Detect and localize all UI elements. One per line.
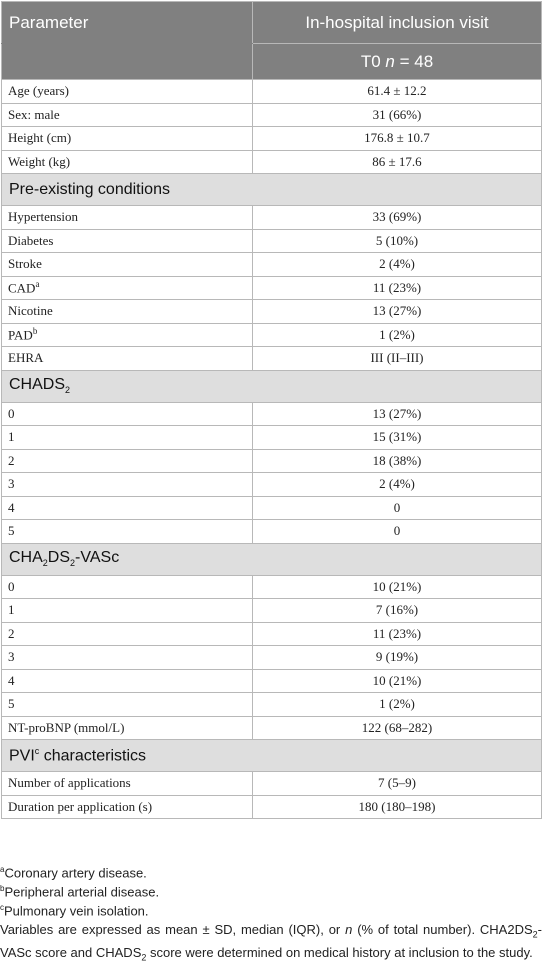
footnote-text: Pulmonary vein isolation. xyxy=(4,903,149,919)
note-subscript: 2 xyxy=(532,929,538,940)
section-title-conditions: Pre-existing conditions xyxy=(2,174,542,206)
table-row xyxy=(2,520,542,544)
row-value: 11 (23%) xyxy=(253,276,542,300)
row-label: 4 xyxy=(2,496,253,520)
row-value: 5 (10%) xyxy=(253,229,542,253)
row-label: 4 xyxy=(2,669,253,693)
table-note-paragraph xyxy=(0,921,542,967)
section-row xyxy=(2,174,542,206)
row-label: 0 xyxy=(2,402,253,426)
table-row xyxy=(2,473,542,497)
table-row xyxy=(2,253,542,277)
row-label: 5 xyxy=(2,693,253,717)
row-value: 7 (16%) xyxy=(253,599,542,623)
table-notes xyxy=(0,860,542,967)
header-t0: T0 xyxy=(360,51,381,71)
row-value: 2 (4%) xyxy=(253,473,542,497)
cha-text: CHA xyxy=(9,549,43,567)
row-value: 33 (69%) xyxy=(253,206,542,230)
table-row xyxy=(2,426,542,450)
footnote-mark: c xyxy=(0,903,4,912)
footnote-text: Peripheral arterial disease. xyxy=(4,884,160,900)
table-row xyxy=(2,402,542,426)
section-title-chads xyxy=(2,370,542,402)
row-label-cell xyxy=(2,323,253,347)
row-label: NT-proBNP (mmol/L) xyxy=(2,716,253,740)
table-row xyxy=(2,276,542,300)
row-label: PAD xyxy=(8,327,33,343)
table-row xyxy=(2,300,542,324)
row-label: 3 xyxy=(2,473,253,497)
footnote xyxy=(0,879,542,898)
note-n-italic: n xyxy=(345,922,353,937)
header-timepoint xyxy=(253,44,542,80)
footnote-mark: b xyxy=(0,884,5,893)
pvi-footnote-marker: c xyxy=(34,745,40,756)
cha-subscript-2: 2 xyxy=(70,558,76,569)
row-value: 13 (27%) xyxy=(253,402,542,426)
table-row xyxy=(2,206,542,230)
header-empty-cell xyxy=(2,44,253,80)
row-value: 18 (38%) xyxy=(253,449,542,473)
row-value: III (II–III) xyxy=(253,347,542,371)
header-n-value: = 48 xyxy=(399,51,434,71)
row-label: 0 xyxy=(2,575,253,599)
table-row xyxy=(2,669,542,693)
row-label: Age (years) xyxy=(2,80,253,104)
row-label: EHRA xyxy=(2,347,253,371)
chads-text: CHADS xyxy=(9,376,66,394)
row-value: 0 xyxy=(253,520,542,544)
row-value: 7 (5–9) xyxy=(253,772,542,796)
note-text: -VASc score and CHADS xyxy=(0,922,542,961)
table-row xyxy=(2,575,542,599)
row-label: Hypertension xyxy=(2,206,253,230)
row-value: 1 (2%) xyxy=(253,323,542,347)
note-text: (% of total number). CHA2DS xyxy=(352,922,533,937)
cha-text-post: -VASc xyxy=(75,549,120,567)
row-label-cell xyxy=(2,276,253,300)
section-title-cha2ds2-vasc xyxy=(2,543,542,575)
row-value: 122 (68–282) xyxy=(253,716,542,740)
row-value: 10 (21%) xyxy=(253,669,542,693)
row-value: 10 (21%) xyxy=(253,575,542,599)
table-row xyxy=(2,150,542,174)
footnote-mark: a xyxy=(0,865,5,874)
row-label: Duration per application (s) xyxy=(2,795,253,819)
note-text: score were determined on medical history at inclusion to the study. xyxy=(146,945,533,961)
table-row xyxy=(2,496,542,520)
row-value: 13 (27%) xyxy=(253,300,542,324)
row-label: Stroke xyxy=(2,253,253,277)
pvi-text-post: characteristics xyxy=(39,747,146,765)
pvi-text: PVI xyxy=(9,747,35,765)
footnote xyxy=(0,898,542,917)
row-label: Number of applications xyxy=(2,772,253,796)
footnote-marker: a xyxy=(35,279,40,290)
section-row xyxy=(2,740,542,772)
row-label: 2 xyxy=(2,449,253,473)
row-value: 15 (31%) xyxy=(253,426,542,450)
section-row xyxy=(2,543,542,575)
table-row xyxy=(2,127,542,151)
table-row xyxy=(2,795,542,819)
row-label: 1 xyxy=(2,599,253,623)
row-value: 9 (19%) xyxy=(253,646,542,670)
cha-subscript-1: 2 xyxy=(42,558,48,569)
row-value: 61.4 ± 12.2 xyxy=(253,80,542,104)
row-value: 1 (2%) xyxy=(253,693,542,717)
row-label: Weight (kg) xyxy=(2,150,253,174)
row-label: 3 xyxy=(2,646,253,670)
footnote-text: Coronary artery disease. xyxy=(4,865,147,881)
row-value: 176.8 ± 10.7 xyxy=(253,127,542,151)
row-value: 86 ± 17.6 xyxy=(253,150,542,174)
row-value: 0 xyxy=(253,496,542,520)
section-row xyxy=(2,370,542,402)
table-row xyxy=(2,449,542,473)
row-value: 180 (180–198) xyxy=(253,795,542,819)
table-row xyxy=(2,323,542,347)
row-value: 31 (66%) xyxy=(253,103,542,127)
header-n-label: n xyxy=(385,51,395,71)
header-subrow xyxy=(2,44,542,80)
table-row xyxy=(2,80,542,104)
footnote xyxy=(0,860,542,879)
note-subscript: 2 xyxy=(141,952,147,963)
row-label: CAD xyxy=(8,280,36,296)
table-row xyxy=(2,716,542,740)
row-label: Height (cm) xyxy=(2,127,253,151)
table-row xyxy=(2,646,542,670)
cha-text-mid: DS xyxy=(47,549,71,567)
table-row xyxy=(2,347,542,371)
table-row xyxy=(2,772,542,796)
table-row xyxy=(2,103,542,127)
row-label: Nicotine xyxy=(2,300,253,324)
footnote-marker: b xyxy=(32,326,38,337)
header-visit: In-hospital inclusion visit xyxy=(253,2,542,44)
row-label: 5 xyxy=(2,520,253,544)
row-label: Sex: male xyxy=(2,103,253,127)
section-title-pvi xyxy=(2,740,542,772)
table-row xyxy=(2,693,542,717)
chads-subscript: 2 xyxy=(65,385,71,396)
row-label: 2 xyxy=(2,622,253,646)
note-text: Variables are expressed as mean ± SD, median (IQR), or xyxy=(0,922,346,937)
table-row xyxy=(2,599,542,623)
header-parameter: Parameter xyxy=(2,2,253,44)
row-value: 2 (4%) xyxy=(253,253,542,277)
table-row xyxy=(2,622,542,646)
row-label: 1 xyxy=(2,426,253,450)
row-label: Diabetes xyxy=(2,229,253,253)
table-row xyxy=(2,229,542,253)
row-value: 11 (23%) xyxy=(253,622,542,646)
characteristics-table xyxy=(1,1,542,819)
header-row xyxy=(2,2,542,44)
